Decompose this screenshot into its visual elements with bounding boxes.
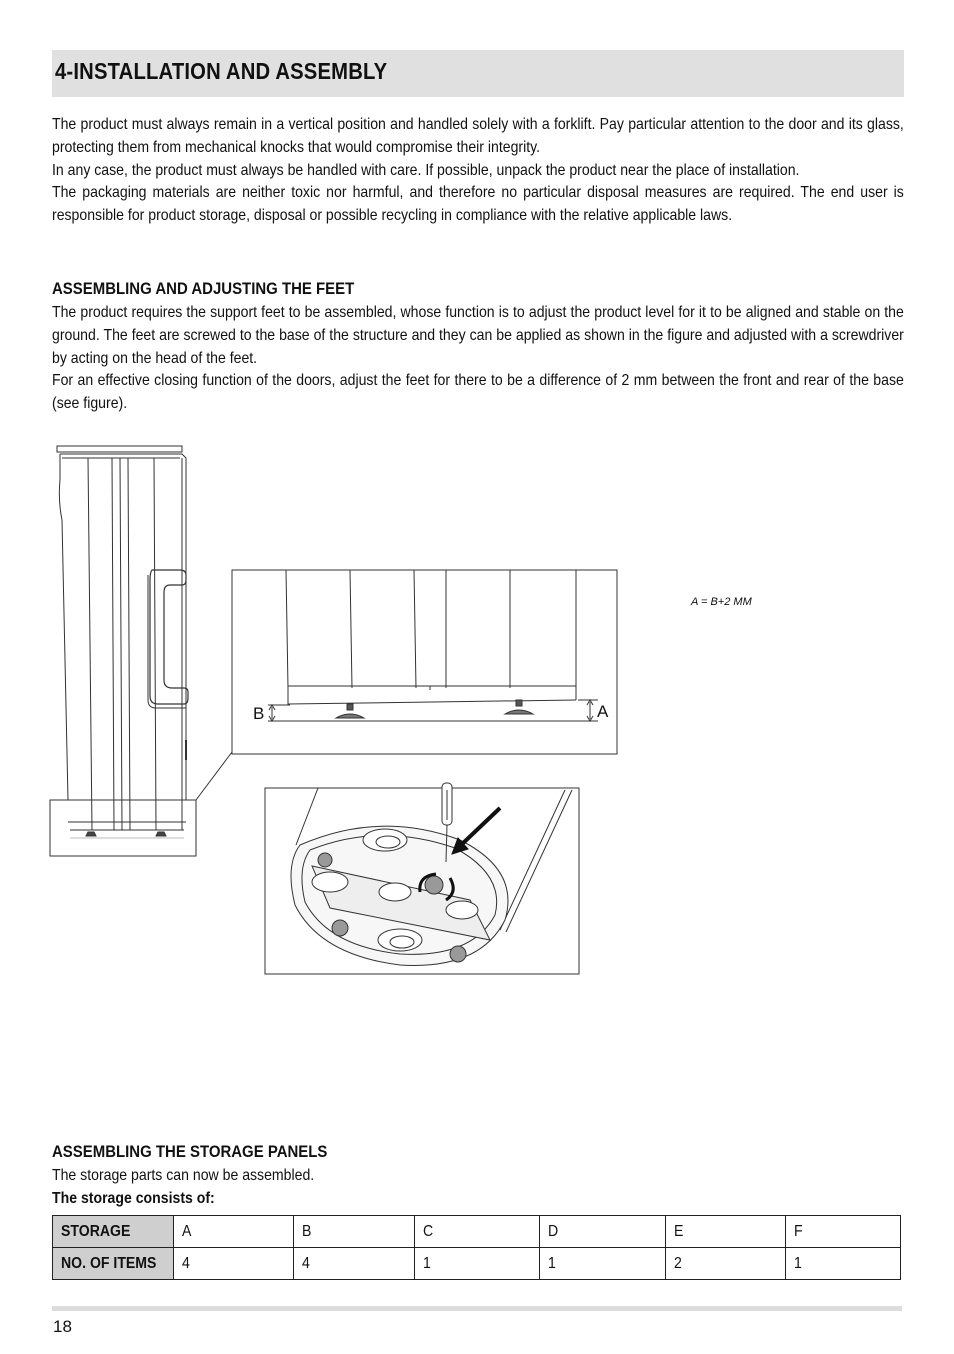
table-cell: E	[665, 1216, 785, 1248]
table-row	[53, 1248, 901, 1280]
intro-paragraph-3: The packaging materials are neither toxic nor harmful, and therefore no particular disposal measures are required. The end user is responsible for product storage, disposal or possible recycling in compliance with the relative applicable laws.	[52, 184, 904, 225]
feet-paragraph-1: The product requires the support feet to be assembled, whose function is to adjust the product level for it to be aligned and stable on the ground. The feet are screwed to the base of the structure and they can be applied as shown in the figure and adjusted with a screwdriver by acting on the head of the feet.	[52, 304, 904, 367]
footer-rule	[52, 1306, 902, 1311]
feet-detail-box	[232, 570, 617, 754]
table-cell: 2	[665, 1248, 785, 1280]
table-cell: 1	[786, 1248, 901, 1280]
storage-table	[52, 1215, 901, 1280]
table-row	[53, 1216, 901, 1248]
table-cell: 1	[414, 1248, 540, 1280]
page-number: 18	[53, 1317, 72, 1336]
dimension-label-a: A	[597, 702, 609, 721]
dimension-formula: A = B+2 MM	[691, 596, 752, 608]
table-cell: 4	[174, 1248, 294, 1280]
storage-consists: The storage consists of:	[52, 1190, 215, 1207]
dimension-label-b: B	[253, 704, 265, 723]
feet-paragraph-2: For an effective closing function of the doors, adjust the feet for there to be a difference of 2 mm between the front and rear of the base (see figure).	[52, 372, 904, 413]
storage-intro: The storage parts can now be assembled.	[52, 1167, 315, 1184]
base-detail-box	[265, 783, 579, 974]
table-row-header: NO. OF ITEMS	[53, 1248, 174, 1280]
table-cell: C	[414, 1216, 540, 1248]
table-cell: F	[786, 1216, 901, 1248]
feet-subheading: ASSEMBLING AND ADJUSTING THE FEET	[52, 279, 355, 298]
stove-side-view	[50, 446, 232, 856]
intro-paragraph-2: In any case, the product must always be handled with care. If possible, unpack the product near the place of installation.	[52, 161, 800, 179]
section-title: 4-INSTALLATION AND ASSEMBLY	[55, 58, 388, 84]
table-row-header: STORAGE	[53, 1216, 174, 1248]
table-cell: 4	[294, 1248, 414, 1280]
storage-subheading: ASSEMBLING THE STORAGE PANELS	[52, 1142, 328, 1161]
table-cell: A	[174, 1216, 294, 1248]
table-cell: B	[294, 1216, 414, 1248]
table-cell: D	[540, 1216, 666, 1248]
intro-paragraph-1: The product must always remain in a vertical position and handled solely with a forklift. Pay particular attention to the door and its glass, protecting them from mechanical knocks that would compromise their integrity.	[52, 116, 904, 156]
table-cell: 1	[540, 1248, 666, 1280]
